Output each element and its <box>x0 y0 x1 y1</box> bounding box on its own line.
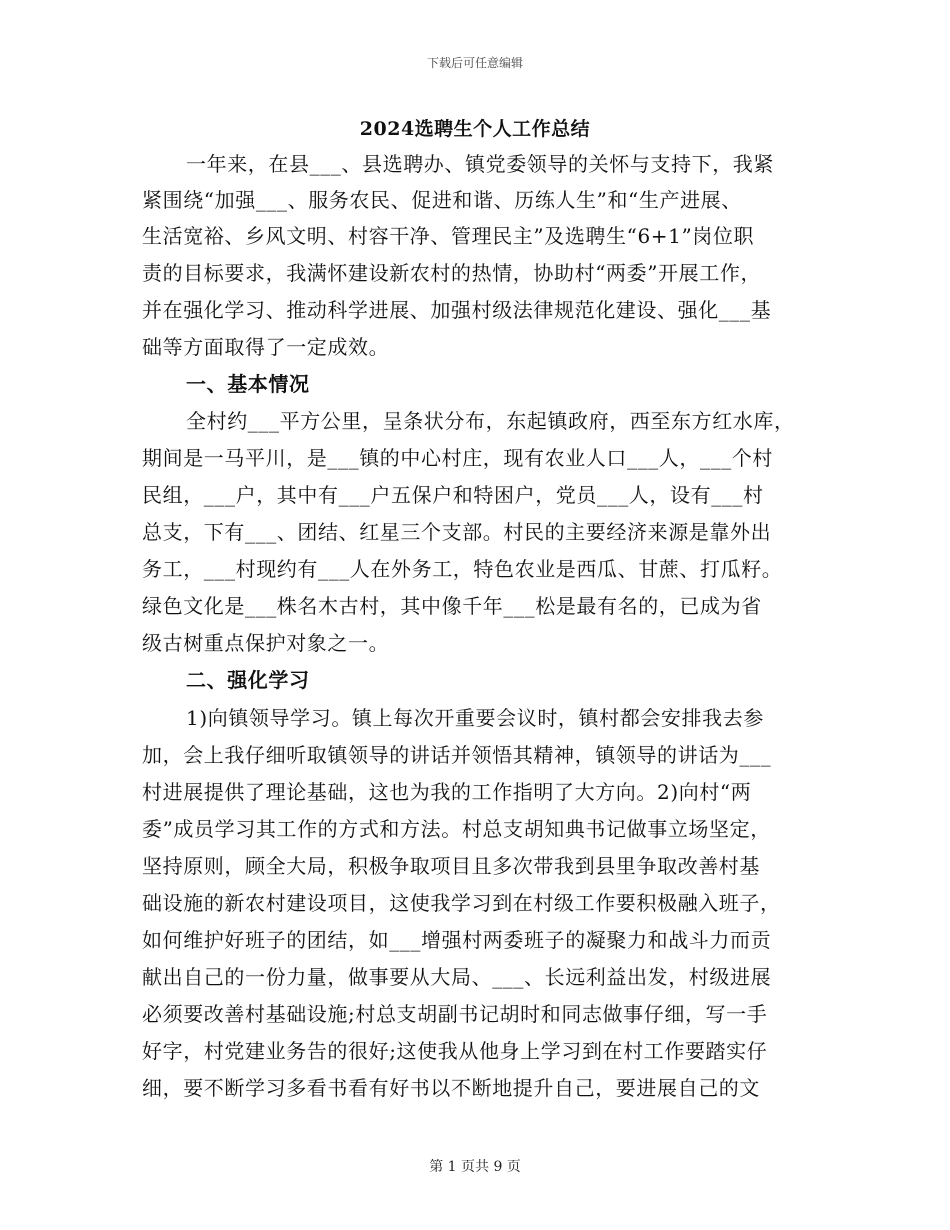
paragraph-line: 加，会上我仔细听取镇领导的讲话并领悟其精神，镇领导的讲话为___ <box>142 743 772 767</box>
paragraph-line: 必须要改善村基础设施;村总支胡副书记胡时和同志做事仔细，写一手 <box>142 1002 768 1026</box>
section-heading: 二、强化学习 <box>186 668 310 692</box>
paragraph-line: 如何维护好班子的团结，如___增强村两委班子的凝聚力和战斗力而贡 <box>142 928 772 952</box>
paragraph-line: 献出自己的一份力量，做事要从大局、___、长远利益出发，村级进展 <box>142 965 772 989</box>
paragraph-line: 委”成员学习其工作的方式和方法。村总支胡知典书记做事立场坚定， <box>142 817 771 841</box>
paragraph-line: 生活宽裕、乡风文明、村容干净、管理民主”及选聘生“6+1”岗位职 <box>142 224 755 248</box>
document-title: 2024选聘生个人工作总结 <box>359 118 591 140</box>
header-note: 下载后可任意编辑 <box>426 56 523 70</box>
paragraph-line: 全村约___平方公里，呈条状分布，东起镇政府，西至东方红水库， <box>186 409 795 433</box>
paragraph-line: 细，要不断学习多看书看有好书以不断地提升自己，要进展自己的文 <box>142 1076 760 1100</box>
paragraph-line: 一年来，在县___、县选聘办、镇党委领导的关怀与支持下，我紧 <box>186 152 774 176</box>
paragraph-line: 责的目标要求，我满怀建设新农村的热情，协助村“两委”开展工作， <box>142 261 762 285</box>
paragraph-line: 坚持原则，顾全大局，积极争取项目且多次带我到县里争取改善村基 <box>142 854 760 878</box>
section-heading: 一、基本情况 <box>186 372 310 396</box>
paragraph-line: 期间是一马平川，是___镇的中心村庄，现有农业人口___人，___个村 <box>142 446 773 470</box>
paragraph-line: 紧围绕“加强___、服务农民、促进和谐、历练人生”和“生产进展、 <box>142 188 742 212</box>
paragraph-line: 绿色文化是___株名木古村，其中像千年___松是最有名的，已成为省 <box>142 594 762 618</box>
paragraph-line: 民组，___户，其中有___户五保户和特困户，党员___人，设有___村 <box>142 483 764 507</box>
paragraph-line: 并在强化学习、推动科学进展、加强村级法律规范化建设、强化___基 <box>142 298 772 322</box>
paragraph-line: 级古树重点保护对象之一。 <box>142 631 390 655</box>
paragraph-line: 村进展提供了理论基础，这也为我的工作指明了大方向。2)向村“两 <box>142 780 752 804</box>
paragraph-line: 础设施的新农村建设项目，这使我学习到在村级工作要积极融入班子， <box>142 891 781 915</box>
paragraph-line: 础等方面取得了一定成效。 <box>142 335 390 359</box>
paragraph-line: 总支，下有___、团结、红星三个支部。村民的主要经济来源是靠外出 <box>142 520 772 544</box>
paragraph-line: 好字，村党建业务告的很好;这使我从他身上学习到在村工作要踏实仔 <box>142 1039 768 1063</box>
paragraph-line: 1)向镇领导学习。镇上每次开重要会议时，镇村都会安排我去参 <box>186 706 764 730</box>
paragraph-line: 务工，___村现约有___人在外务工，特色农业是西瓜、甘蔗、打瓜籽。 <box>142 557 783 581</box>
page-number: 第 1 页共 9 页 <box>429 1159 521 1175</box>
